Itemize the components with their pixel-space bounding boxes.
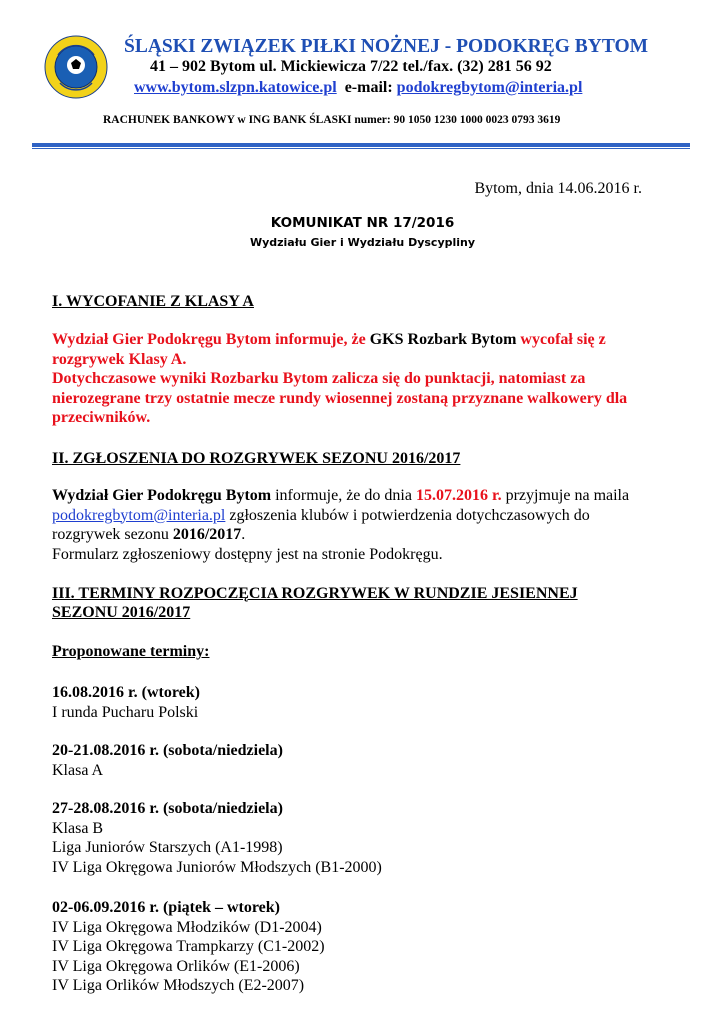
term-block: 27-28.08.2016 r. (sobota/niedziela) Klasa B Liga Juniorów Starszych (A1-1998) IV Liga Okręgowa Juniorów Młodszych (B1-2000) <box>52 800 382 876</box>
date-line: Bytom, dnia 14.06.2016 r. <box>474 180 642 197</box>
komunikat-subtitle: Wydziału Gier i Wydziału Dyscypliny <box>249 236 476 249</box>
header-title: ŚLĄSKI ZWIĄZEK PIŁKI NOŻNEJ - PODOKRĘG BYTOM <box>124 36 649 57</box>
email-link-body[interactable]: podokregbytom@interia.pl <box>52 506 226 524</box>
section3-heading-line2: SEZONU 2016/2017 <box>52 604 191 621</box>
email-label: e-mail: <box>344 79 393 96</box>
header-address: 41 – 902 Bytom ul. Mickiewicza 7/22 tel./fax. (32) 281 56 92 <box>150 58 552 75</box>
term-block: 20-21.08.2016 r. (sobota/niedziela) Klasa A <box>52 742 283 779</box>
section2-body: Wydział Gier Podokręgu Bytom informuje, że do dnia 15.07.2016 r. przyjmuje na maila podokregbytom@interia.pl zgłoszenia klubów i potwierdzenia dotychczasowych do rozgrywek sezonu 2016/2017. Formularz zgłoszeniowy dostępny jest na stronie Podokręgu. <box>52 487 630 563</box>
header-contact <box>134 79 582 97</box>
website-link[interactable]: www.bytom.slzpn.katowice.pl <box>134 79 337 96</box>
bank-account: RACHUNEK BANKOWY w ING BANK ŚLASKI numer: 90 1050 1230 1000 0023 0793 3619 <box>103 114 561 126</box>
association-logo-icon <box>44 35 108 99</box>
term-block: 02-06.09.2016 r. (piątek – wtorek) IV Liga Okręgowa Młodzików (D1-2004) IV Liga Okręgowa Trampkarzy (C1-2002) IV Liga Okręgowa Orlików (E1-2006) IV Liga Orlików Młodszych (E2-2007) <box>52 899 325 994</box>
header-divider-thin <box>32 148 690 149</box>
proposed-terms-heading: Proponowane terminy: <box>52 643 210 660</box>
term-block: 16.08.2016 r. (wtorek) I runda Pucharu Polski <box>52 684 200 721</box>
section1-body: Wydział Gier Podokręgu Bytom informuje, że GKS Rozbark Bytom wycofał się z rozgrywek Klasy A. Dotychczasowe wyniki Rozbarku Bytom zalicza się do punktacji, natomiast za nierozegrane trzy ostatnie mecze rundy wiosennej zostaną przyznane walkowery dla przeciwników. <box>52 331 628 426</box>
header-divider <box>32 143 690 147</box>
email-link[interactable]: podokregbytom@interia.pl <box>396 79 583 96</box>
section2-heading: II. ZGŁOSZENIA DO ROZGRYWEK SEZONU 2016/2017 <box>52 450 461 467</box>
section1-heading: I. WYCOFANIE Z KLASY A <box>52 293 254 310</box>
section3-heading-line1: III. TERMINY ROZPOCZĘCIA ROZGRYWEK W RUNDZIE JESIENNEJ <box>52 585 578 602</box>
komunikat-title: KOMUNIKAT NR 17/2016 <box>270 215 455 231</box>
